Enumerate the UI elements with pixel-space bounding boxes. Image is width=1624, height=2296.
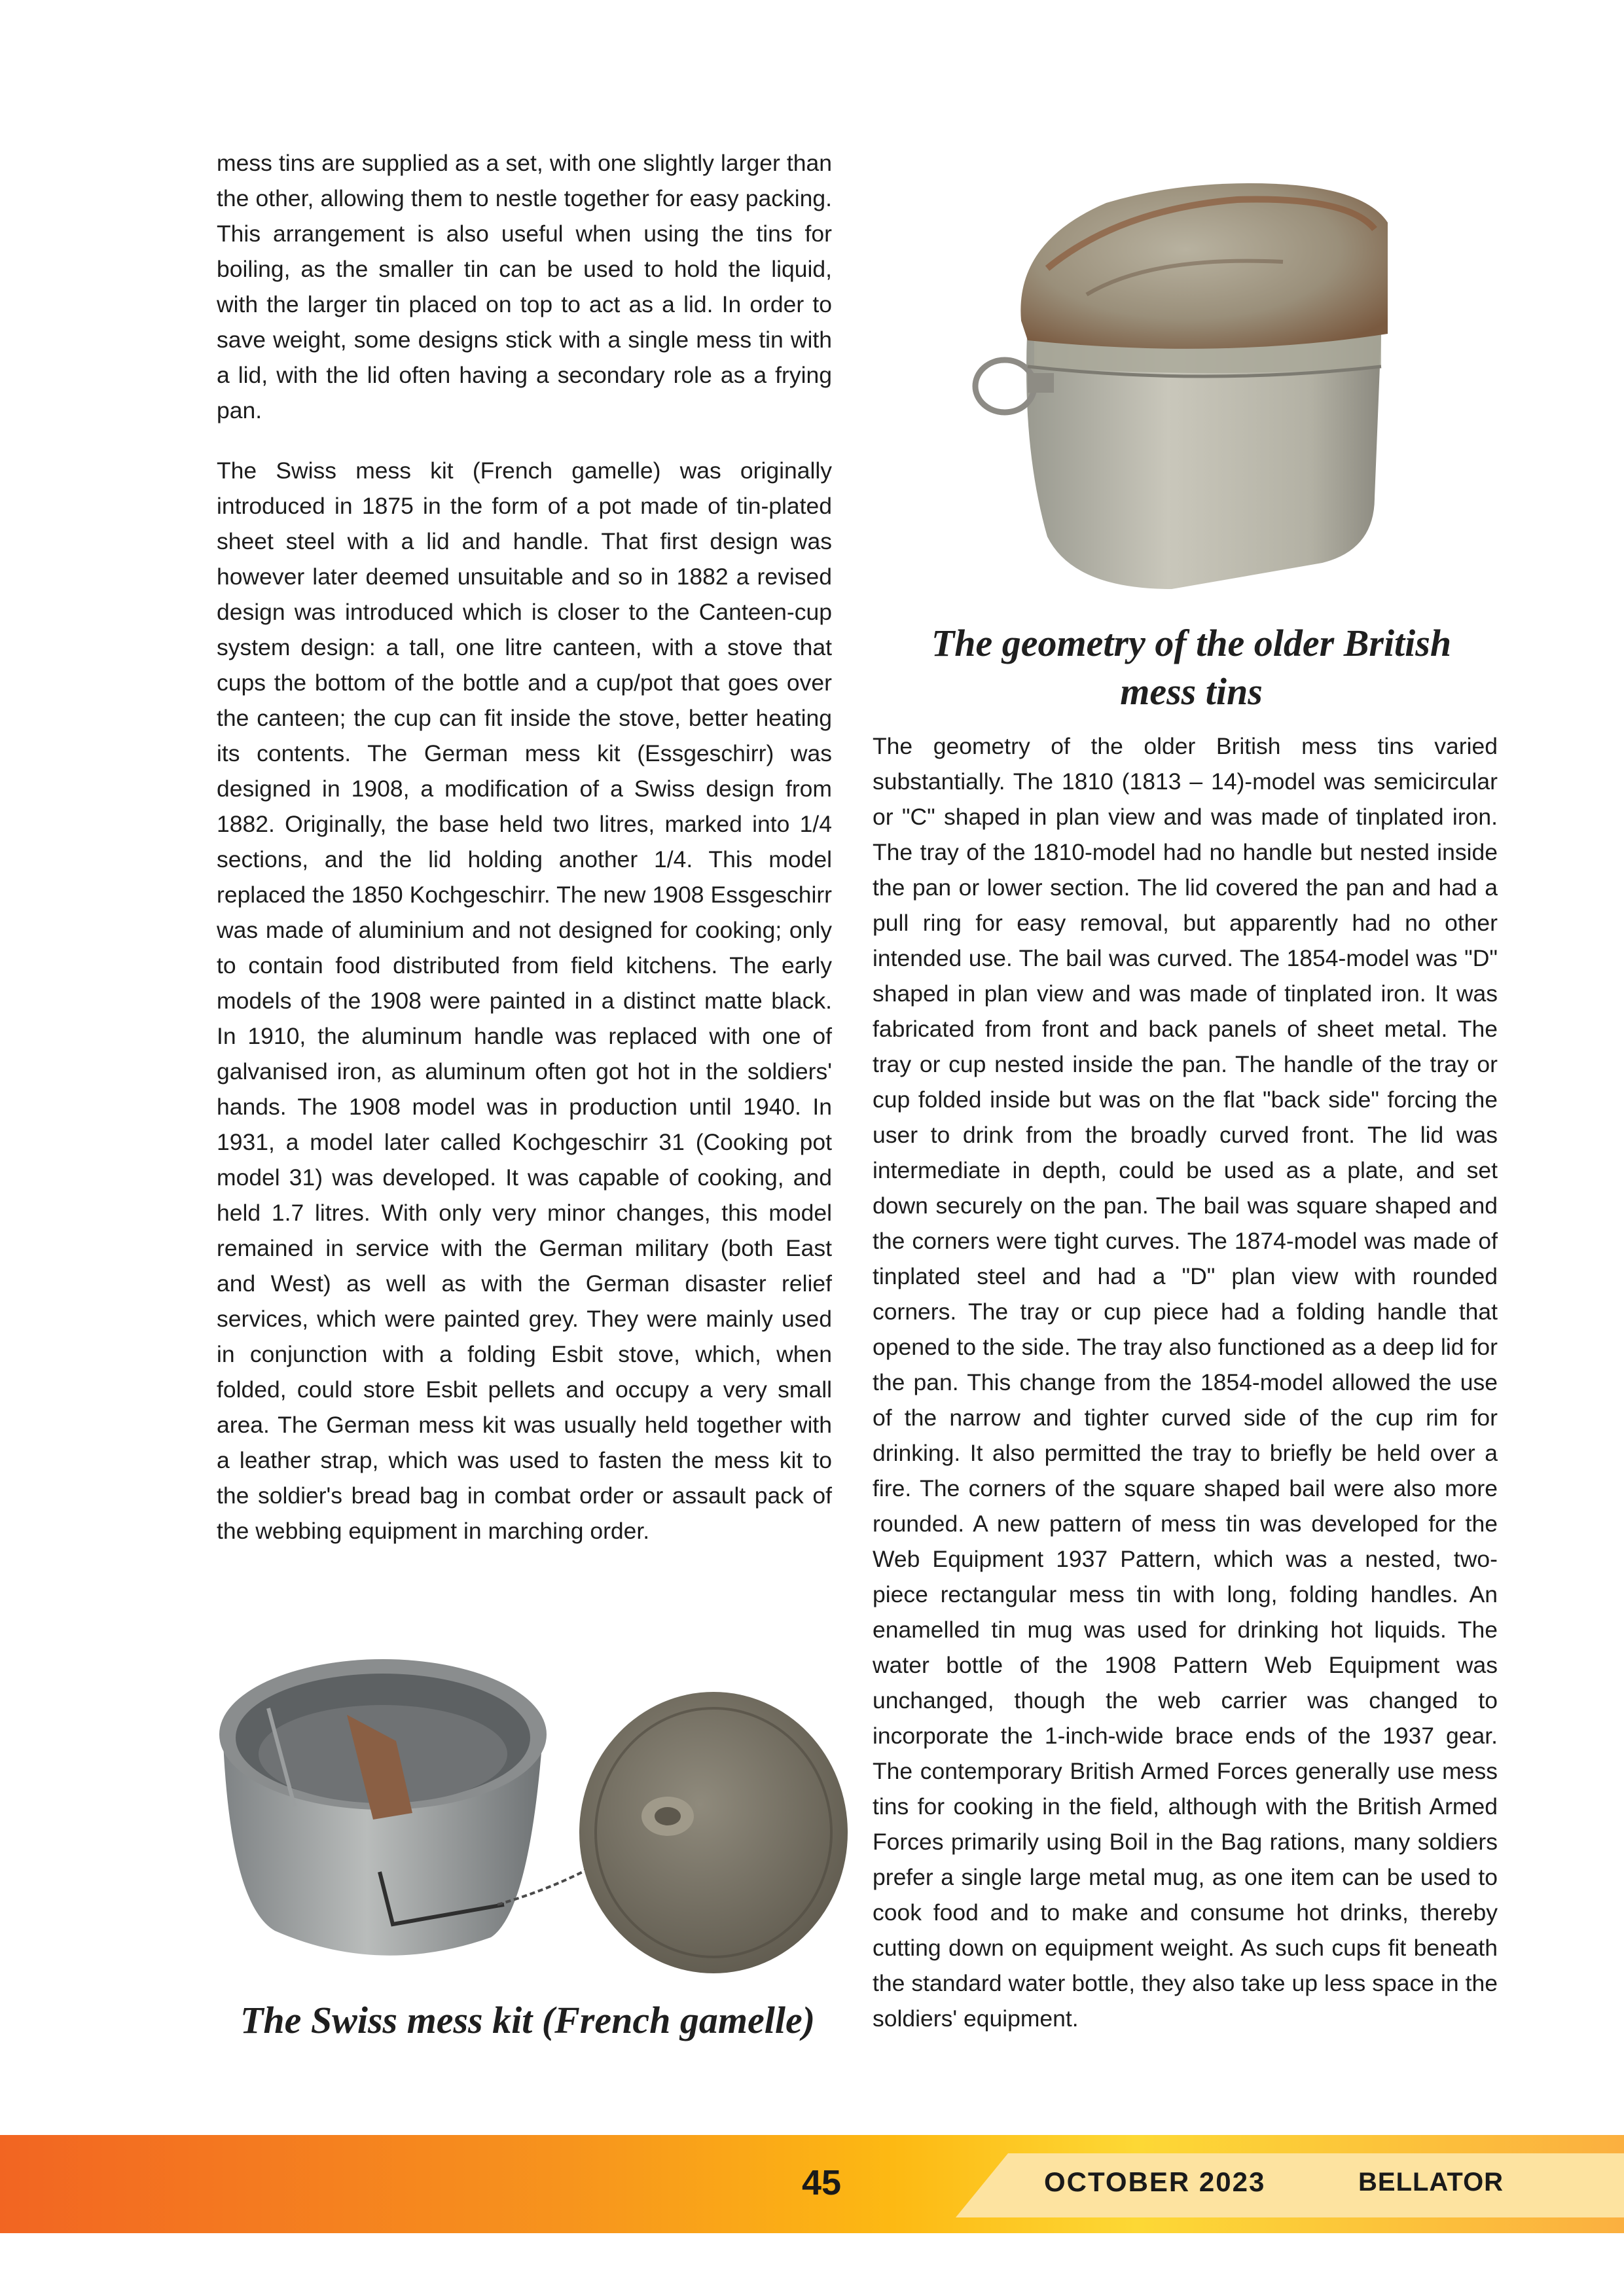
british-mess-tins-caption: The geometry of the older British mess tins [931, 622, 1452, 713]
british-mess-tin-photo [956, 170, 1414, 602]
intro-paragraph: mess tins are supplied as a set, with one slightly larger than the other, allowing them to nestle together for easy packing. This arrangement is also useful when using the tins for boiling, as the smaller tin can be used to hold the liquid, with the larger tin placed on top to act as a lid. In order to save weight, some designs stick with a single mess tin with a lid, with the lid often having a secondary role as a frying pan. [217, 150, 832, 423]
swiss-mess-kit-caption: The Swiss mess kit (French gamelle) [240, 1999, 816, 2041]
page-number: 45 [801, 2163, 842, 2202]
swiss-german-mess-kit-paragraph: The Swiss mess kit (French gamelle) was originally introduced in 1875 in the form of a pot made of tin-plated sheet steel with a lid and handle. That first design was however later deemed unsuitable and so in 1882 a revised design was introduced which is closer to the Canteen-cup system design: a tall, one litre canteen, with a stove that cups the bottom of the bottle and a cup/pot that goes over the canteen; the cup can fit inside the stove, better heating its contents. The German mess kit (Essgeschirr) was designed in 1908, a modification of a Swiss design from 1882. Originally, the base held two litres, marked into 1/4 sections, and the lid holding another 1/4. This model replaced the 1850 Kochgeschirr. The new 1908 Essgeschirr was made of aluminium and not designed for cooking; only to contain food distributed from field kitchens. The early models of the 1908 were painted in a distinct matte black. In 1910, the aluminum handle was replaced with one of galvanised iron, as aluminum often got hot in the soldiers' hands. The 1908 model was in production until 1940. In 1931, a model later called Kochgeschirr 31 (Cooking pot model 31) was developed. It was capable of cooking, and held 1.7 litres. With only very minor changes, this model remained in service with the German military (both East and West) as well as with the German disaster relief services, which were painted grey. They were mainly used in conjunction with a folding Esbit stove, which, when folded, could store Esbit pellets and occupy a very small area. The German mess kit was usually held together with a leather strap, which was used to fasten the mess kit to the soldier's bread bag in combat order or assault pack of the webbing equipment in marching order. [217, 457, 832, 1544]
issue-date: OCTOBER 2023 [1044, 2166, 1266, 2197]
british-mess-tins-paragraph: The geometry of the older British mess tins varied substantially. The 1810 (1813 – 14)-model was semicircular or "C" shaped in plan view and was made of tinplated iron. The tray of the 1810-model had no handle but nested inside the pan or lower section. The lid covered the pan and had a pull ring for easy removal, but apparently had no other intended use. The bail was curved. The 1854-model was "D" shaped in plan view and was made of tinplated iron. It was fabricated from front and back panels of sheet metal. The tray or cup nested inside the pan. The handle of the tray or cup folded inside but was on the flat "back side" forcing the user to drink from the broadly curved front. The lid was intermediate in depth, could be used as a plate, and set down securely on the pan. The bail was square shaped and the corners were tight curves. The 1874-model was made of tinplated steel and had a "D" plan view with rounded corners. The tray or cup piece had a folding handle that opened to the side. The tray also functioned as a deep lid for the pan. This change from the 1854-model allowed the use of the narrow and tighter curved side of the cup rim for drinking. It also permitted the tray to briefly be held over a fire. The corners of the square shaped bail were also more rounded. A new pattern of mess tin was developed for the Web Equipment 1937 Pattern, which was a nested, two-piece rectangular mess tin with long, folding handles. An enamelled tin mug was used for drinking hot liquids. The water bottle of the 1908 Pattern Web Equipment was unchanged, though the web carrier was changed to incorporate the 1-inch-wide brace ends of the 1937 gear. The contemporary British Armed Forces generally use mess tins for cooking in the field, although with the British Armed Forces primarily using Boil in the Bag rations, many soldiers prefer a single large metal mug, as one item can be used to cook food and to make and consume hot drinks, thereby cutting down on equipment weight. As such cups fit beneath the standard water bottle, they also take up less space in the soldiers' equipment. [873, 733, 1498, 2032]
swiss-mess-kit-photo [216, 1656, 857, 1977]
magazine-name: BELLATOR [1358, 2168, 1504, 2197]
